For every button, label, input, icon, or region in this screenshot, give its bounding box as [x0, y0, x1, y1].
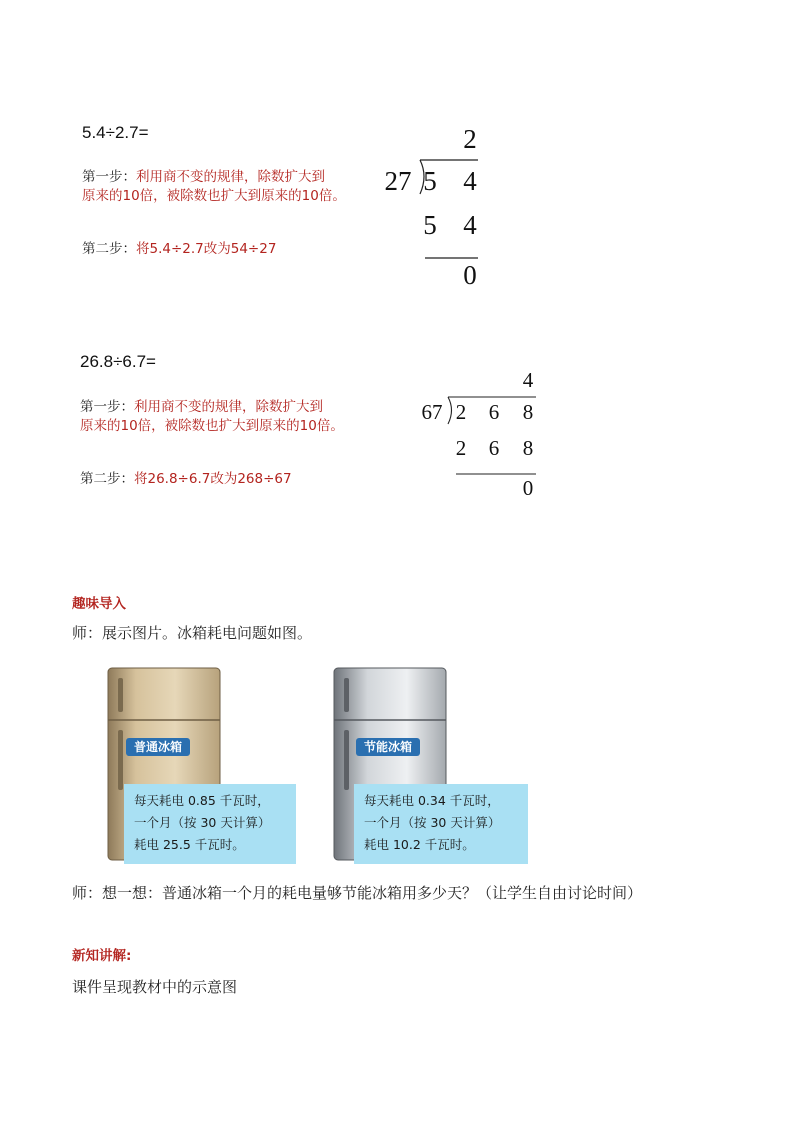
problem2-step1: [80, 398, 400, 436]
product-digit: 5: [423, 210, 437, 240]
problem1-question: 5.4÷2.7=: [82, 123, 149, 142]
fridge-energy-saving-info-line3: 耗电 10.2 千瓦时。: [364, 837, 475, 852]
problem2-step2: [80, 470, 292, 489]
fridge-energy-saving-info-line2: 一个月（按 30 天计算）: [364, 815, 501, 830]
problem1-step2: [82, 240, 276, 259]
product-digit: 2: [455, 436, 467, 460]
intro-title: 趣味导入: [72, 596, 126, 612]
fridge-ordinary-figure: [106, 664, 296, 864]
step1-label: 第一步：: [80, 399, 134, 415]
new-knowledge-title: 新知讲解:: [72, 948, 132, 964]
fridge-ordinary-info-line2: 一个月（按 30 天计算）: [134, 815, 271, 830]
quotient-digit: 4: [522, 368, 534, 392]
step1-text-a: 利用商不变的规律，除数扩大到: [136, 169, 325, 185]
fridge-energy-saving-info: [354, 784, 528, 864]
fridge-energy-saving-figure: [332, 664, 528, 864]
problem2-question: 26.8÷6.7=: [80, 352, 156, 371]
divisor: 67: [421, 400, 443, 424]
divisor: 27: [384, 166, 412, 196]
step2-text: 将5.4÷2.7改为54÷27: [136, 241, 277, 257]
intro-line2: 师：想一想：普通冰箱一个月的耗电量够节能冰箱用多少天？（让学生自由讨论时间）: [72, 884, 643, 902]
fridge-ordinary-info-line1: 每天耗电 0.85 千瓦时，: [134, 793, 270, 808]
remainder: 0: [522, 476, 534, 500]
new-knowledge-line1: 课件呈现教材中的示意图: [72, 978, 238, 996]
fridge-ordinary-info-line3: 耗电 25.5 千瓦时。: [134, 837, 245, 852]
problem1-step1: [82, 168, 382, 206]
problem2-long-division: [418, 366, 542, 506]
step1-text-b: 原来的10倍，被除数也扩大到原来的10倍。: [82, 188, 346, 204]
dividend-digit: 6: [488, 400, 500, 424]
dividend-digit: 4: [463, 166, 477, 196]
quotient-digit: 2: [463, 124, 477, 154]
intro-line1: 师：展示图片。冰箱耗电问题如图。: [72, 624, 313, 642]
product-digit: 8: [522, 436, 534, 460]
product-digit: 4: [463, 210, 477, 240]
step2-label: 第二步：: [82, 241, 136, 257]
product-digit: 6: [488, 436, 500, 460]
fridge-ordinary-label: 普通冰箱: [126, 738, 190, 756]
step1-text-b: 原来的10倍，被除数也扩大到原来的10倍。: [80, 418, 344, 434]
dividend-digit: 2: [455, 400, 467, 424]
fridge-energy-saving-info-line1: 每天耗电 0.34 千瓦时，: [364, 793, 500, 808]
fridge-energy-saving-label: 节能冰箱: [356, 738, 420, 756]
step2-text: 将26.8÷6.7改为268÷67: [134, 471, 292, 487]
dividend-digit: 5: [423, 166, 437, 196]
step2-label: 第二步：: [80, 471, 134, 487]
step1-label: 第一步：: [82, 169, 136, 185]
remainder: 0: [463, 260, 477, 290]
problem1-long-division: [380, 120, 490, 295]
dividend-digit: 8: [522, 400, 534, 424]
step1-text-a: 利用商不变的规律，除数扩大到: [134, 399, 323, 415]
fridge-ordinary-info: [124, 784, 296, 864]
